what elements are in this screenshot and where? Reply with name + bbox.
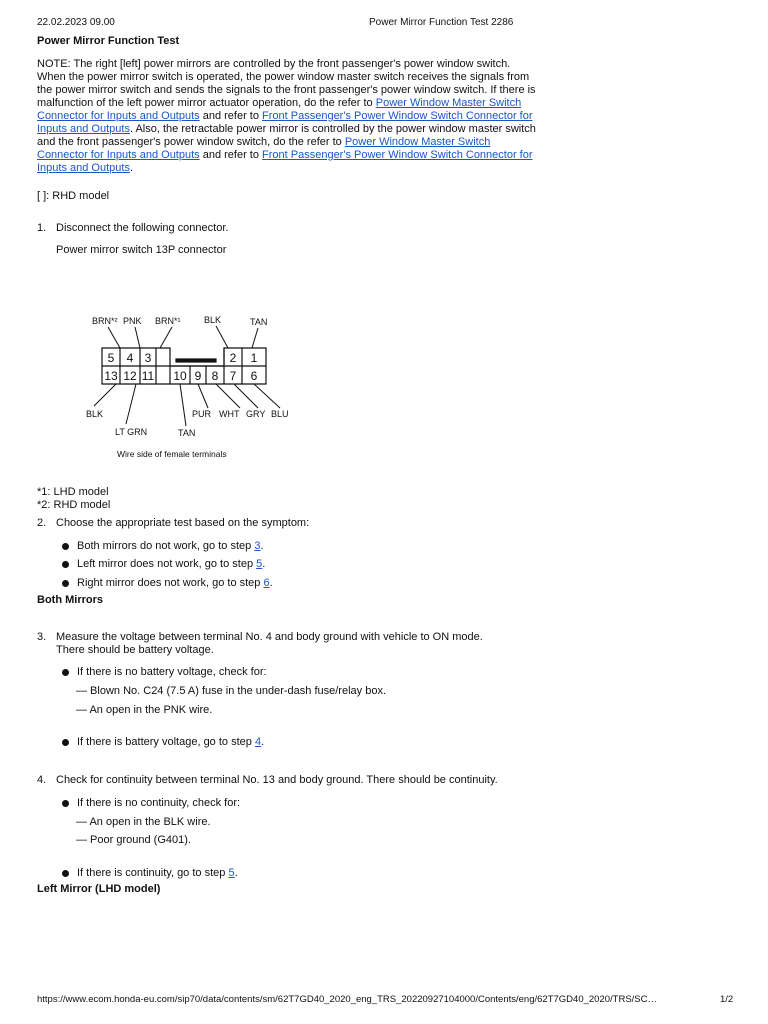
label-blk-bottom: BLK bbox=[86, 409, 104, 419]
list-item: Both mirrors do not work, go to step 3. bbox=[77, 540, 264, 552]
pin-13: 13 bbox=[104, 369, 118, 383]
step1-text: Disconnect the following connector. bbox=[56, 222, 229, 234]
link-master-switch-1[interactable]: Power Window Master Switch Connector for Inputs and Outputs bbox=[37, 97, 522, 122]
step2-text: Choose the appropriate test based on the symptom: bbox=[56, 517, 310, 529]
footer-url: https://www.ecom.honda-eu.com/sip70/data/contents/sm/62T7GD40_2020_eng_TRS_20220927104000/Contents/eng/62T7GD40_2020/TRS/SC… bbox=[37, 994, 658, 1005]
label-lt-grn: LT GRN bbox=[115, 427, 148, 437]
pin-3: 3 bbox=[144, 351, 152, 365]
page-title: Power Mirror Function Test bbox=[37, 35, 180, 47]
label-blk-top: BLK bbox=[204, 315, 222, 325]
label-blu: BLU bbox=[271, 409, 289, 419]
bullet-icon bbox=[62, 800, 69, 807]
pin-4: 4 bbox=[126, 351, 134, 365]
step3-check-bullet: If there is no battery voltage, check for: bbox=[77, 666, 267, 678]
step3-check-wire: — An open in the PNK wire. bbox=[76, 704, 213, 716]
link-passenger-switch-2[interactable]: Front Passenger's Power Window Switch Connector for Inputs and Outputs bbox=[37, 149, 533, 174]
step4-check-bullet: If there is no continuity, check for: bbox=[77, 797, 241, 809]
section-heading-both-mirrors: Both Mirrors bbox=[37, 594, 103, 606]
pin-10: 10 bbox=[173, 369, 187, 383]
link-master-switch-2[interactable]: Power Window Master Switch Connector for Inputs and Outputs bbox=[37, 136, 491, 161]
pin-9: 9 bbox=[194, 369, 202, 383]
link-step-4[interactable]: 4 bbox=[254, 736, 262, 748]
list-item: If there is continuity, go to step 5. bbox=[77, 867, 238, 879]
step4-check-wire: — An open in the BLK wire. bbox=[76, 816, 211, 828]
pin-12: 12 bbox=[123, 369, 137, 383]
bullet-icon bbox=[62, 739, 69, 746]
footnote-rhd: *2: RHD model bbox=[37, 499, 111, 511]
step3-line2: There should be battery voltage. bbox=[56, 644, 214, 656]
label-tan-bottom: TAN bbox=[178, 428, 196, 438]
connector-diagram bbox=[80, 310, 310, 465]
bullet-icon bbox=[62, 543, 69, 550]
pin-1: 1 bbox=[250, 351, 258, 365]
step-number: 4. bbox=[37, 774, 47, 786]
pin-5: 5 bbox=[107, 351, 115, 365]
bullet-icon bbox=[62, 580, 69, 587]
section-heading-left-mirror: Left Mirror (LHD model) bbox=[37, 883, 161, 895]
pin-7: 7 bbox=[229, 369, 237, 383]
note-paragraph: NOTE: The right [left] power mirrors are controlled by the front passenger's power window switch. When the power mirror switch is operated, the power window master switch receives the signals from the power mirror switch and sends the signals to the front passenger's power window switch. If there is malfunction of the left power mirror actuator operation, do the refer to Power Window Master Switch Connector for Inputs and Outputs and refer to Front Passenger's Power Window Switch Connector for Inputs and Outputs. Also, the retractable power mirror is controlled by the power window master switch and the front passenger's power window switch, do the refer to Power Window Master Switch Connector for Inputs and Outputs and refer to Front Passenger's Power Window Switch Connector for Inputs and Outputs. bbox=[37, 58, 536, 174]
bullet-icon bbox=[62, 561, 69, 568]
step-number: 2. bbox=[37, 517, 47, 529]
label-gry: GRY bbox=[246, 409, 266, 419]
step-number: 1. bbox=[37, 222, 47, 234]
label-brn-rhd: BRN*² bbox=[92, 316, 118, 326]
step-number: 3. bbox=[37, 631, 47, 643]
link-step-6[interactable]: 6 bbox=[263, 577, 270, 589]
pin-11: 11 bbox=[141, 369, 155, 383]
pin-8: 8 bbox=[211, 369, 219, 383]
step1-subtext: Power mirror switch 13P connector bbox=[56, 244, 227, 256]
step3-line1: Measure the voltage between terminal No. 4 and body ground with vehicle to ON mode. bbox=[56, 631, 483, 643]
list-item: If there is battery voltage, go to step 4. bbox=[77, 736, 265, 748]
rhd-note: [ ]: RHD model bbox=[37, 190, 110, 202]
step4-check-ground: — Poor ground (G401). bbox=[76, 834, 191, 846]
link-step-3[interactable]: 3 bbox=[254, 540, 261, 552]
footnote-lhd: *1: LHD model bbox=[37, 486, 109, 498]
label-brn-lhd: BRN*¹ bbox=[155, 316, 181, 326]
diagram-caption: Wire side of female terminals bbox=[117, 449, 227, 459]
link-step-5[interactable]: 5 bbox=[256, 558, 263, 570]
print-title: Power Mirror Function Test 2286 bbox=[369, 17, 514, 28]
label-pnk: PNK bbox=[123, 316, 142, 326]
bullet-icon bbox=[62, 669, 69, 676]
pin-6: 6 bbox=[250, 369, 258, 383]
print-datetime: 22.02.2023 09.00 bbox=[37, 17, 115, 28]
list-item: Right mirror does not work, go to step 6. bbox=[77, 577, 273, 589]
page-number: 1/2 bbox=[720, 994, 734, 1005]
list-item: Left mirror does not work, go to step 5. bbox=[77, 558, 266, 570]
bullet-icon bbox=[62, 870, 69, 877]
pin-2: 2 bbox=[229, 351, 237, 365]
link-passenger-switch-1[interactable]: Front Passenger's Power Window Switch Connector for Inputs and Outputs bbox=[37, 110, 533, 135]
step4-line1: Check for continuity between terminal No. 13 and body ground. There should be continuity. bbox=[56, 774, 498, 786]
step3-check-fuse: — Blown No. C24 (7.5 A) fuse in the under-dash fuse/relay box. bbox=[76, 685, 386, 697]
label-pur: PUR bbox=[192, 409, 212, 419]
label-wht: WHT bbox=[219, 409, 240, 419]
label-tan-top: TAN bbox=[250, 317, 268, 327]
link-step-5b[interactable]: 5 bbox=[228, 867, 235, 879]
